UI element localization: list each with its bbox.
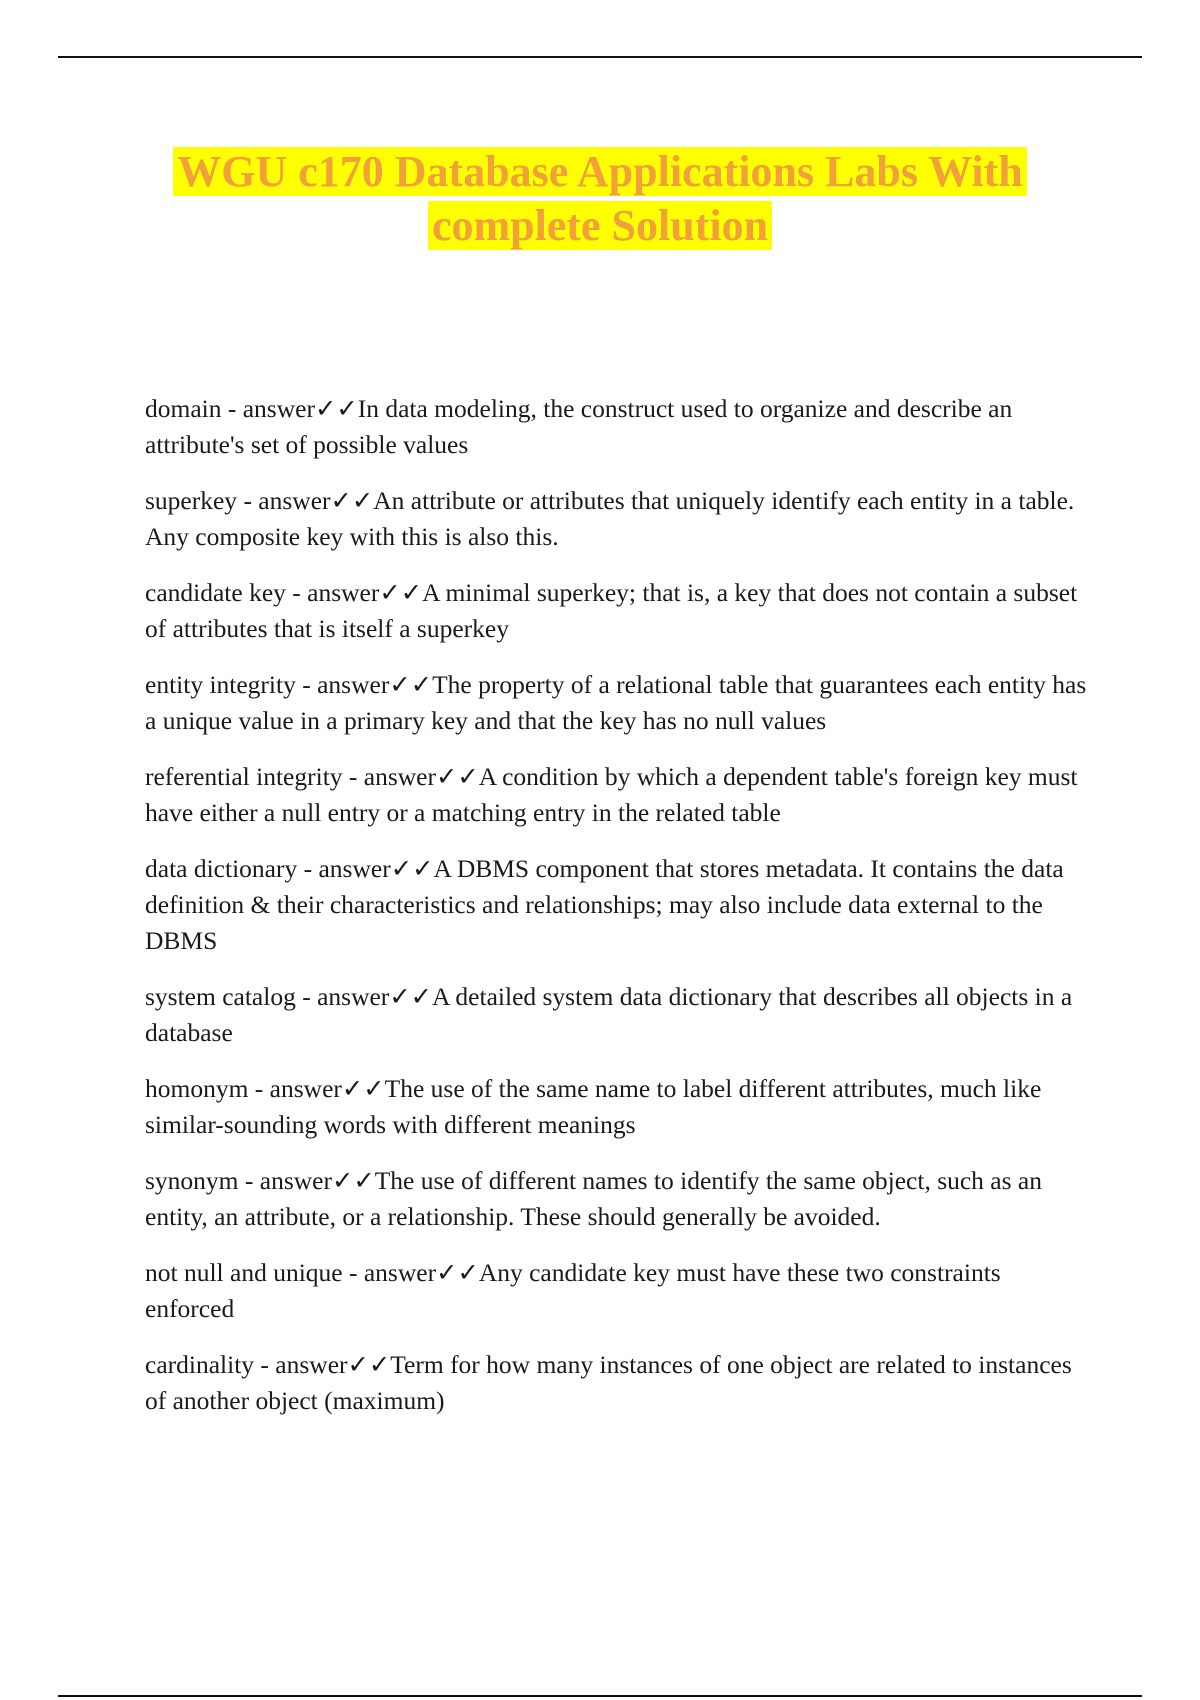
answer-marker: - answer [248, 1074, 342, 1103]
qa-entry [145, 1255, 1090, 1327]
title-line-2: complete Solution [428, 201, 772, 250]
answer-marker: - answer [295, 670, 390, 699]
answer-marker: - answer [342, 1258, 437, 1287]
answer-marker: - answer [221, 394, 315, 423]
answer-marker: - answer [237, 486, 331, 515]
document-title [60, 145, 1140, 253]
qa-list [145, 391, 1090, 1439]
bottom-rule [58, 1695, 1142, 1697]
entry-term: system catalog [145, 982, 296, 1011]
answer-marker: - answer [254, 1350, 348, 1379]
entry-definition: A minimal superkey; that is, a key that does not contain a subset of attributes that is itself a superkey [145, 578, 1078, 643]
double-check-icon: ✓✓ [347, 1350, 391, 1379]
double-check-icon: ✓✓ [390, 854, 434, 883]
double-check-icon: ✓✓ [436, 762, 479, 791]
double-check-icon: ✓✓ [314, 394, 358, 423]
double-check-icon: ✓✓ [389, 670, 433, 699]
entry-term: entity integrity [145, 670, 296, 699]
entry-definition: Term for how many instances of one object are related to instances of another object (maximum) [145, 1350, 1072, 1415]
entry-term: domain [145, 394, 222, 423]
qa-entry [145, 391, 1090, 463]
double-check-icon: ✓✓ [379, 578, 423, 607]
double-check-icon: ✓✓ [436, 1258, 479, 1287]
entry-definition: In data modeling, the construct used to organize and describe an attribute's set of possible values [145, 394, 1013, 459]
entry-term: candidate key [145, 578, 286, 607]
entry-definition: The use of the same name to label different attributes, much like similar-sounding words with different meanings [145, 1074, 1042, 1139]
qa-entry [145, 759, 1090, 831]
answer-marker: - answer [342, 762, 436, 791]
entry-definition: A detailed system data dictionary that describes all objects in a database [145, 982, 1073, 1047]
entry-definition: The property of a relational table that guarantees each entity has a unique value in a primary key and that the key has no null values [145, 670, 1087, 735]
qa-entry [145, 575, 1090, 647]
answer-marker: - answer [238, 1166, 332, 1195]
qa-entry [145, 851, 1090, 959]
entry-term: data dictionary [145, 854, 298, 883]
entry-term: cardinality [145, 1350, 255, 1379]
double-check-icon: ✓✓ [331, 1166, 375, 1195]
double-check-icon: ✓✓ [389, 982, 433, 1011]
entry-definition: A DBMS component that stores metadata. It contains the data definition & their characteristics and relationships; may also include data external to the DBMS [145, 854, 1064, 955]
title-line-1: WGU c170 Database Applications Labs With [173, 147, 1027, 196]
entry-definition: The use of different names to identify the same object, such as an entity, an attribute, or a relationship. These should generally be avoided. [145, 1166, 1042, 1231]
entry-term: superkey [145, 486, 238, 515]
entry-definition: A condition by which a dependent table's foreign key must have either a null entry or a matching entry in the related table [145, 762, 1078, 827]
double-check-icon: ✓✓ [341, 1074, 385, 1103]
entry-term: synonym [145, 1166, 239, 1195]
answer-marker: - answer [297, 854, 391, 883]
qa-entry [145, 1347, 1090, 1419]
double-check-icon: ✓✓ [330, 486, 374, 515]
qa-entry [145, 1163, 1090, 1235]
entry-definition: Any candidate key must have these two constraints enforced [145, 1258, 1001, 1323]
qa-entry [145, 979, 1090, 1051]
entry-term: not null and unique [145, 1258, 343, 1287]
answer-marker: - answer [285, 578, 380, 607]
entry-definition: An attribute or attributes that uniquely identify each entity in a table. Any composite key with this is also this. [145, 486, 1075, 551]
top-rule [58, 56, 1142, 58]
answer-marker: - answer [295, 982, 390, 1011]
entry-term: homonym [145, 1074, 249, 1103]
qa-entry [145, 667, 1090, 739]
qa-entry [145, 483, 1090, 555]
entry-term: referential integrity [145, 762, 343, 791]
qa-entry [145, 1071, 1090, 1143]
